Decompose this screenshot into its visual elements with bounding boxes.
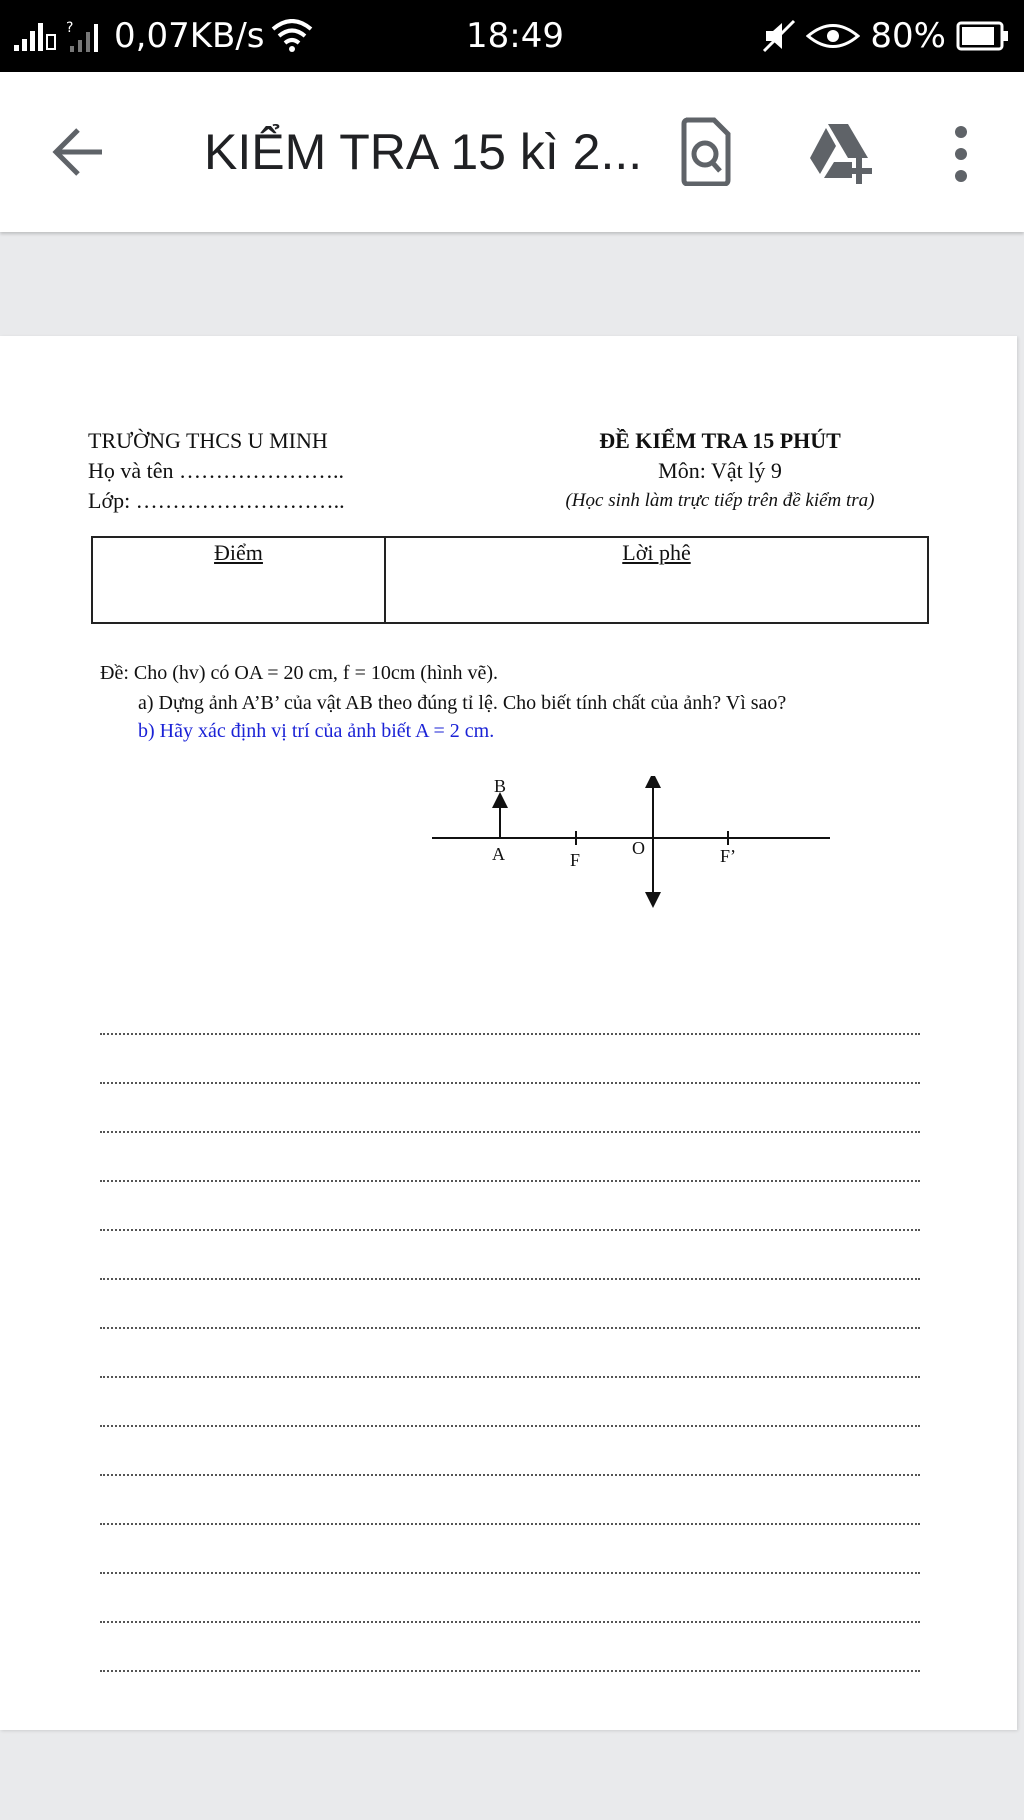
question-intro: Đề: Cho (hv) có OA = 20 cm, f = 10cm (hình vẽ). <box>100 662 499 684</box>
label-o: O <box>632 838 645 858</box>
add-to-drive-button[interactable] <box>806 122 876 186</box>
answer-line <box>100 1623 920 1672</box>
answer-line <box>100 1329 920 1378</box>
score-cell <box>93 538 386 622</box>
mute-icon <box>762 19 796 53</box>
document-page[interactable] <box>0 336 1017 1730</box>
battery-icon <box>956 20 1010 52</box>
more-options-button[interactable] <box>944 124 978 184</box>
exam-subject: Môn: Vật lý 9 <box>658 458 782 483</box>
header-left <box>88 426 345 516</box>
status-right <box>752 14 1010 58</box>
label-a: A <box>492 844 505 864</box>
header-right <box>540 426 900 516</box>
back-button[interactable] <box>50 124 110 180</box>
lens-diagram <box>420 776 840 936</box>
answer-line <box>100 1378 920 1427</box>
back-arrow-icon <box>50 124 110 180</box>
preview-button[interactable] <box>680 116 732 186</box>
wifi-icon <box>271 19 313 53</box>
answer-line <box>100 1476 920 1525</box>
label-f: F <box>570 850 581 870</box>
answer-line <box>100 1574 920 1623</box>
answer-line <box>100 1280 920 1329</box>
exam-note: (Học sinh làm trực tiếp trên đề kiểm tra) <box>565 490 875 511</box>
svg-text:?: ? <box>66 20 74 36</box>
network-speed: 0,07KB/s <box>114 16 265 56</box>
answer-line <box>100 1427 920 1476</box>
class-line: Lớp: ……………………….. <box>88 488 345 513</box>
score-header: Điểm <box>214 540 263 565</box>
answer-line <box>100 1231 920 1280</box>
status-time: 18:49 <box>466 16 564 56</box>
status-bar <box>0 0 1024 72</box>
preview-icon <box>680 116 732 186</box>
label-f-prime: F’ <box>720 846 737 866</box>
app-bar <box>0 72 1024 232</box>
grade-table <box>91 536 929 624</box>
answer-line <box>100 1035 920 1084</box>
answer-line <box>100 1133 920 1182</box>
answer-line <box>100 986 920 1035</box>
battery-percent: 80% <box>870 16 946 56</box>
signal-2-icon <box>66 18 106 54</box>
student-name-line: Họ và tên ………………….. <box>88 458 345 483</box>
label-b: B <box>494 776 507 796</box>
eye-icon <box>806 21 860 51</box>
comment-header: Lời phê <box>622 540 691 565</box>
status-left <box>14 14 313 58</box>
document-content <box>0 336 1017 1730</box>
comment-cell <box>386 538 927 622</box>
answer-line <box>100 1182 920 1231</box>
more-vert-icon <box>944 124 978 184</box>
document-title: KIỂM TRA 15 kì 2... <box>204 124 643 180</box>
signal-icon <box>14 21 58 51</box>
answer-lines <box>100 986 920 1672</box>
school-name: TRƯỜNG THCS U MINH <box>88 428 328 453</box>
question-b: b) Hãy xác định vị trí của ảnh biết A = 2 cm. <box>138 720 495 742</box>
answer-line <box>100 1525 920 1574</box>
question-a: a) Dựng ảnh A’B’ của vật AB theo đúng tỉ lệ. Cho biết tính chất của ảnh? Vì sao? <box>138 692 787 714</box>
exam-title: ĐỀ KIỂM TRA 15 PHÚT <box>599 428 841 453</box>
answer-line <box>100 1084 920 1133</box>
drive-add-icon <box>806 122 876 186</box>
